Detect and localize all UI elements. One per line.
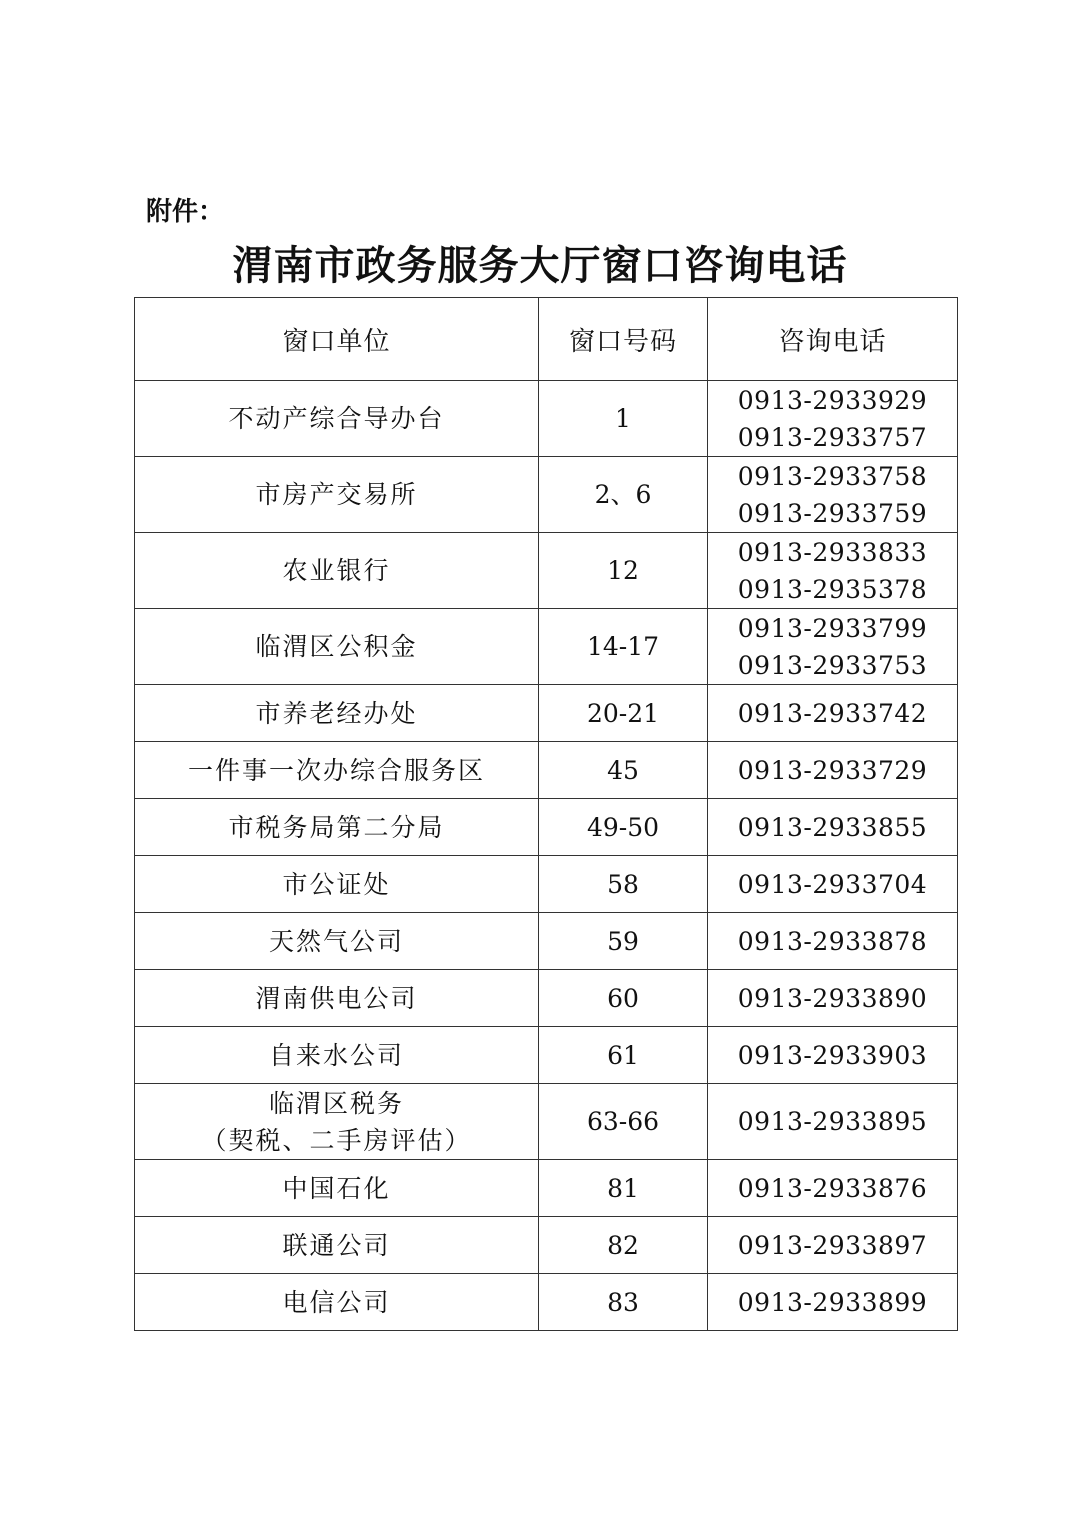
window-number-cell: 2、6 (539, 457, 708, 533)
attachment-label: 附件： (146, 197, 225, 227)
phone-number: 0913-2933758 (737, 461, 928, 491)
table-row (135, 913, 958, 970)
window-unit-cell (135, 799, 539, 856)
phone-number: 0913-2933895 (737, 1107, 928, 1136)
window-unit-text: 渭南供电公司 (255, 983, 418, 1013)
window-number-cell: 61 (539, 1027, 708, 1084)
table-row (135, 1160, 958, 1217)
table-body (135, 381, 958, 1331)
window-unit-cell (135, 1027, 539, 1084)
phone-number: 0913-2933929 (737, 385, 928, 415)
phone-cell (708, 970, 958, 1027)
table-row (135, 970, 958, 1027)
phone-cell (708, 856, 958, 913)
contact-table (134, 297, 958, 1331)
header-window-unit: 窗口单位 (135, 298, 539, 381)
phone-cell (708, 457, 958, 533)
phone-cell (708, 742, 958, 799)
window-unit-text: 临渭区税务 (268, 1088, 404, 1118)
phone-cell (708, 1274, 958, 1331)
table-row (135, 742, 958, 799)
table-row (135, 685, 958, 742)
phone-number: 0913-2933753 (737, 650, 928, 680)
window-unit-text: 联通公司 (282, 1230, 391, 1260)
window-unit-text: （契税、二手房评估） (201, 1125, 472, 1155)
window-unit-cell (135, 970, 539, 1027)
phone-cell (708, 1160, 958, 1217)
window-number-cell: 20-21 (539, 685, 708, 742)
window-unit-cell (135, 1160, 539, 1217)
table-row (135, 457, 958, 533)
window-number-cell: 12 (539, 533, 708, 609)
window-unit-text: 自来水公司 (268, 1040, 404, 1070)
window-number-cell: 58 (539, 856, 708, 913)
window-unit-text: 不动产综合导办台 (228, 404, 445, 433)
phone-cell (708, 381, 958, 457)
header-phone: 咨询电话 (708, 298, 958, 381)
window-number-cell: 82 (539, 1217, 708, 1274)
window-unit-cell (135, 1274, 539, 1331)
window-number-cell: 49-50 (539, 799, 708, 856)
phone-cell (708, 1217, 958, 1274)
phone-number: 0913-2933799 (737, 613, 928, 643)
phone-number: 0913-2933759 (737, 498, 928, 528)
phone-number: 0913-2933833 (737, 537, 928, 567)
table-row (135, 799, 958, 856)
phone-number: 0913-2933897 (737, 1230, 928, 1260)
window-unit-text: 市公证处 (282, 869, 391, 899)
window-unit-cell (135, 856, 539, 913)
window-number-cell: 83 (539, 1274, 708, 1331)
phone-number: 0913-2933890 (737, 983, 928, 1013)
phone-cell (708, 913, 958, 970)
table-row (135, 856, 958, 913)
window-number-cell: 60 (539, 970, 708, 1027)
window-unit-text: 天然气公司 (268, 926, 404, 956)
table-row (135, 1217, 958, 1274)
window-unit-text: 一件事一次办综合服务区 (187, 755, 485, 785)
table-row (135, 1027, 958, 1084)
phone-cell (708, 533, 958, 609)
window-unit-cell (135, 1217, 539, 1274)
table-row (135, 1084, 958, 1160)
table-row (135, 609, 958, 685)
window-number-cell: 59 (539, 913, 708, 970)
phone-number: 0913-2933757 (737, 422, 928, 452)
phone-number: 0913-2933704 (737, 869, 928, 899)
window-number-cell: 63-66 (539, 1084, 708, 1160)
window-unit-text: 中国石化 (282, 1173, 391, 1203)
window-unit-text: 临渭区公积金 (255, 632, 418, 661)
window-unit-cell (135, 381, 539, 457)
phone-cell (708, 1027, 958, 1084)
phone-cell (708, 1084, 958, 1160)
window-unit-cell (135, 457, 539, 533)
window-unit-cell (135, 533, 539, 609)
window-number-cell: 14-17 (539, 609, 708, 685)
table-header-row (135, 298, 958, 381)
table-row (135, 381, 958, 457)
window-unit-cell (135, 913, 539, 970)
window-unit-text: 市养老经办处 (255, 698, 418, 728)
window-unit-text: 市税务局第二分局 (228, 812, 445, 842)
window-unit-cell (135, 1084, 539, 1160)
phone-number: 0913-2933729 (737, 755, 928, 785)
phone-number: 0913-2933899 (737, 1287, 928, 1317)
window-number-cell: 81 (539, 1160, 708, 1217)
window-number-cell: 1 (539, 381, 708, 457)
window-number-cell: 45 (539, 742, 708, 799)
phone-cell (708, 609, 958, 685)
window-unit-text: 市房产交易所 (255, 480, 418, 509)
phone-number: 0913-2933878 (737, 926, 928, 956)
window-unit-cell (135, 685, 539, 742)
phone-cell (708, 685, 958, 742)
table-row (135, 1274, 958, 1331)
window-unit-cell (135, 609, 539, 685)
phone-number: 0913-2935378 (737, 574, 928, 604)
phone-number: 0913-2933903 (737, 1040, 928, 1070)
document-title: 渭南市政务服务大厅窗口咨询电话 (232, 242, 848, 289)
phone-cell (708, 799, 958, 856)
window-unit-text: 农业银行 (282, 556, 391, 585)
window-unit-cell (135, 742, 539, 799)
phone-number: 0913-2933855 (737, 812, 928, 842)
window-unit-text: 电信公司 (282, 1287, 391, 1317)
table-row (135, 533, 958, 609)
header-window-number: 窗口号码 (539, 298, 708, 381)
phone-number: 0913-2933742 (737, 698, 928, 728)
phone-number: 0913-2933876 (737, 1173, 928, 1203)
